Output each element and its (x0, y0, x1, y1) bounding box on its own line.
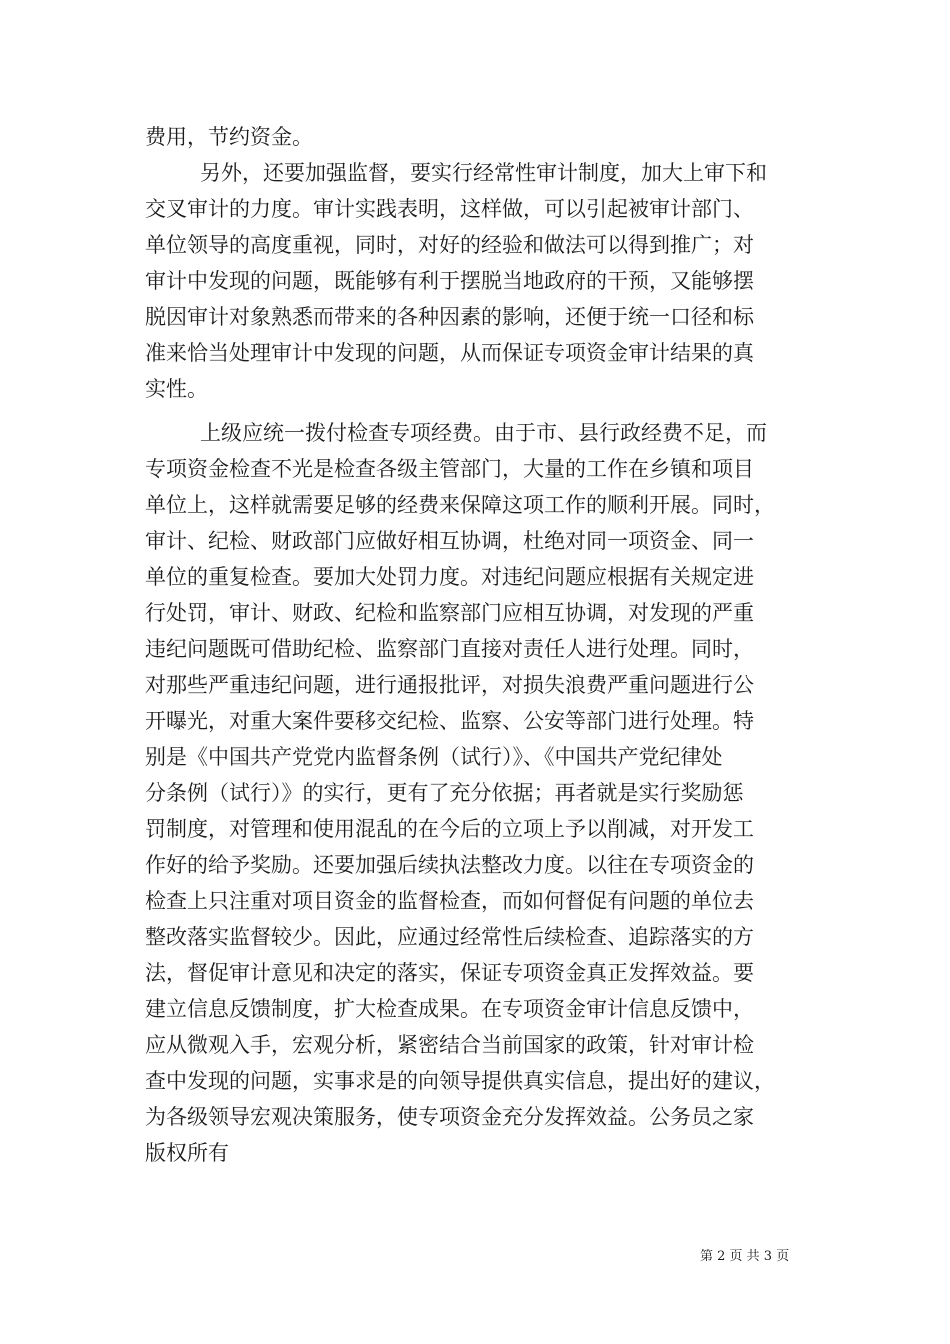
text-line: 专项资金检查不光是检查各级主管部门，大量的工作在乡镇和项目 (145, 457, 754, 481)
text-line: 违纪问题既可借助纪检、监察部门直接对责任人进行处理。同时， (145, 637, 754, 661)
text-line: 法，督促审计意见和决定的落实，保证专项资金真正发挥效益。要 (145, 961, 754, 985)
text-line: 单位的重复检查。要加大处罚力度。对违纪问题应根据有关规定进 (145, 565, 754, 589)
text-line: 作好的给予奖励。还要加强后续执法整改力度。以往在专项资金的 (145, 853, 754, 877)
page-number: 第 2 页 共 3 页 (700, 1249, 790, 1264)
text-line: 单位上，这样就需要足够的经费来保障这项工作的顺利开展。同时， (145, 493, 775, 517)
text-line: 费用，节约资金。 (145, 125, 313, 149)
text-line: 实性。 (145, 377, 208, 401)
text-line: 另外，还要加强监督，要实行经常性审计制度，加大上审下和 (200, 161, 767, 185)
text-line: 整改落实监督较少。因此，应通过经常性后续检查、追踪落实的方 (145, 925, 754, 949)
text-line: 应从微观入手，宏观分析，紧密结合当前国家的政策，针对审计检 (145, 1033, 754, 1057)
text-line: 查中发现的问题，实事求是的向领导提供真实信息，提出好的建议， (145, 1069, 775, 1093)
text-line: 版权所有 (145, 1141, 229, 1165)
text-line: 准来恰当处理审计中发现的问题，从而保证专项资金审计结果的真 (145, 341, 754, 365)
text-line: 上级应统一拨付检查专项经费。由于市、县行政经费不足，而 (200, 421, 767, 445)
text-line: 单位领导的高度重视，同时，对好的经验和做法可以得到推广；对 (145, 233, 754, 257)
text-line: 检查上只注重对项目资金的监督检查，而如何督促有问题的单位去 (145, 889, 754, 913)
text-line: 建立信息反馈制度，扩大检查成果。在专项资金审计信息反馈中， (145, 997, 754, 1021)
text-line: 交叉审计的力度。审计实践表明，这样做，可以引起被审计部门、 (145, 197, 754, 221)
text-line: 对那些严重违纪问题，进行通报批评，对损失浪费严重问题进行公 (145, 673, 754, 697)
text-line: 审计中发现的问题，既能够有利于摆脱当地政府的干预，又能够摆 (145, 269, 754, 293)
text-line: 脱因审计对象熟悉而带来的各种因素的影响，还便于统一口径和标 (145, 305, 754, 329)
text-line: 别是《中国共产党党内监督条例（试行）》、《中国共产党纪律处 (145, 745, 723, 769)
text-line: 审计、纪检、财政部门应做好相互协调，杜绝对同一项资金、同一 (145, 529, 754, 553)
text-line: 为各级领导宏观决策服务，使专项资金充分发挥效益。公务员之家 (145, 1105, 754, 1129)
text-line: 行处罚，审计、财政、纪检和监察部门应相互协调，对发现的严重 (145, 601, 754, 625)
text-line: 开曝光，对重大案件要移交纪检、监察、公安等部门进行处理。特 (145, 709, 754, 733)
text-line: 分条例（试行）》的实行，更有了充分依据；再者就是实行奖励惩 (145, 781, 744, 805)
text-line: 罚制度，对管理和使用混乱的在今后的立项上予以削减，对开发工 (145, 817, 754, 841)
